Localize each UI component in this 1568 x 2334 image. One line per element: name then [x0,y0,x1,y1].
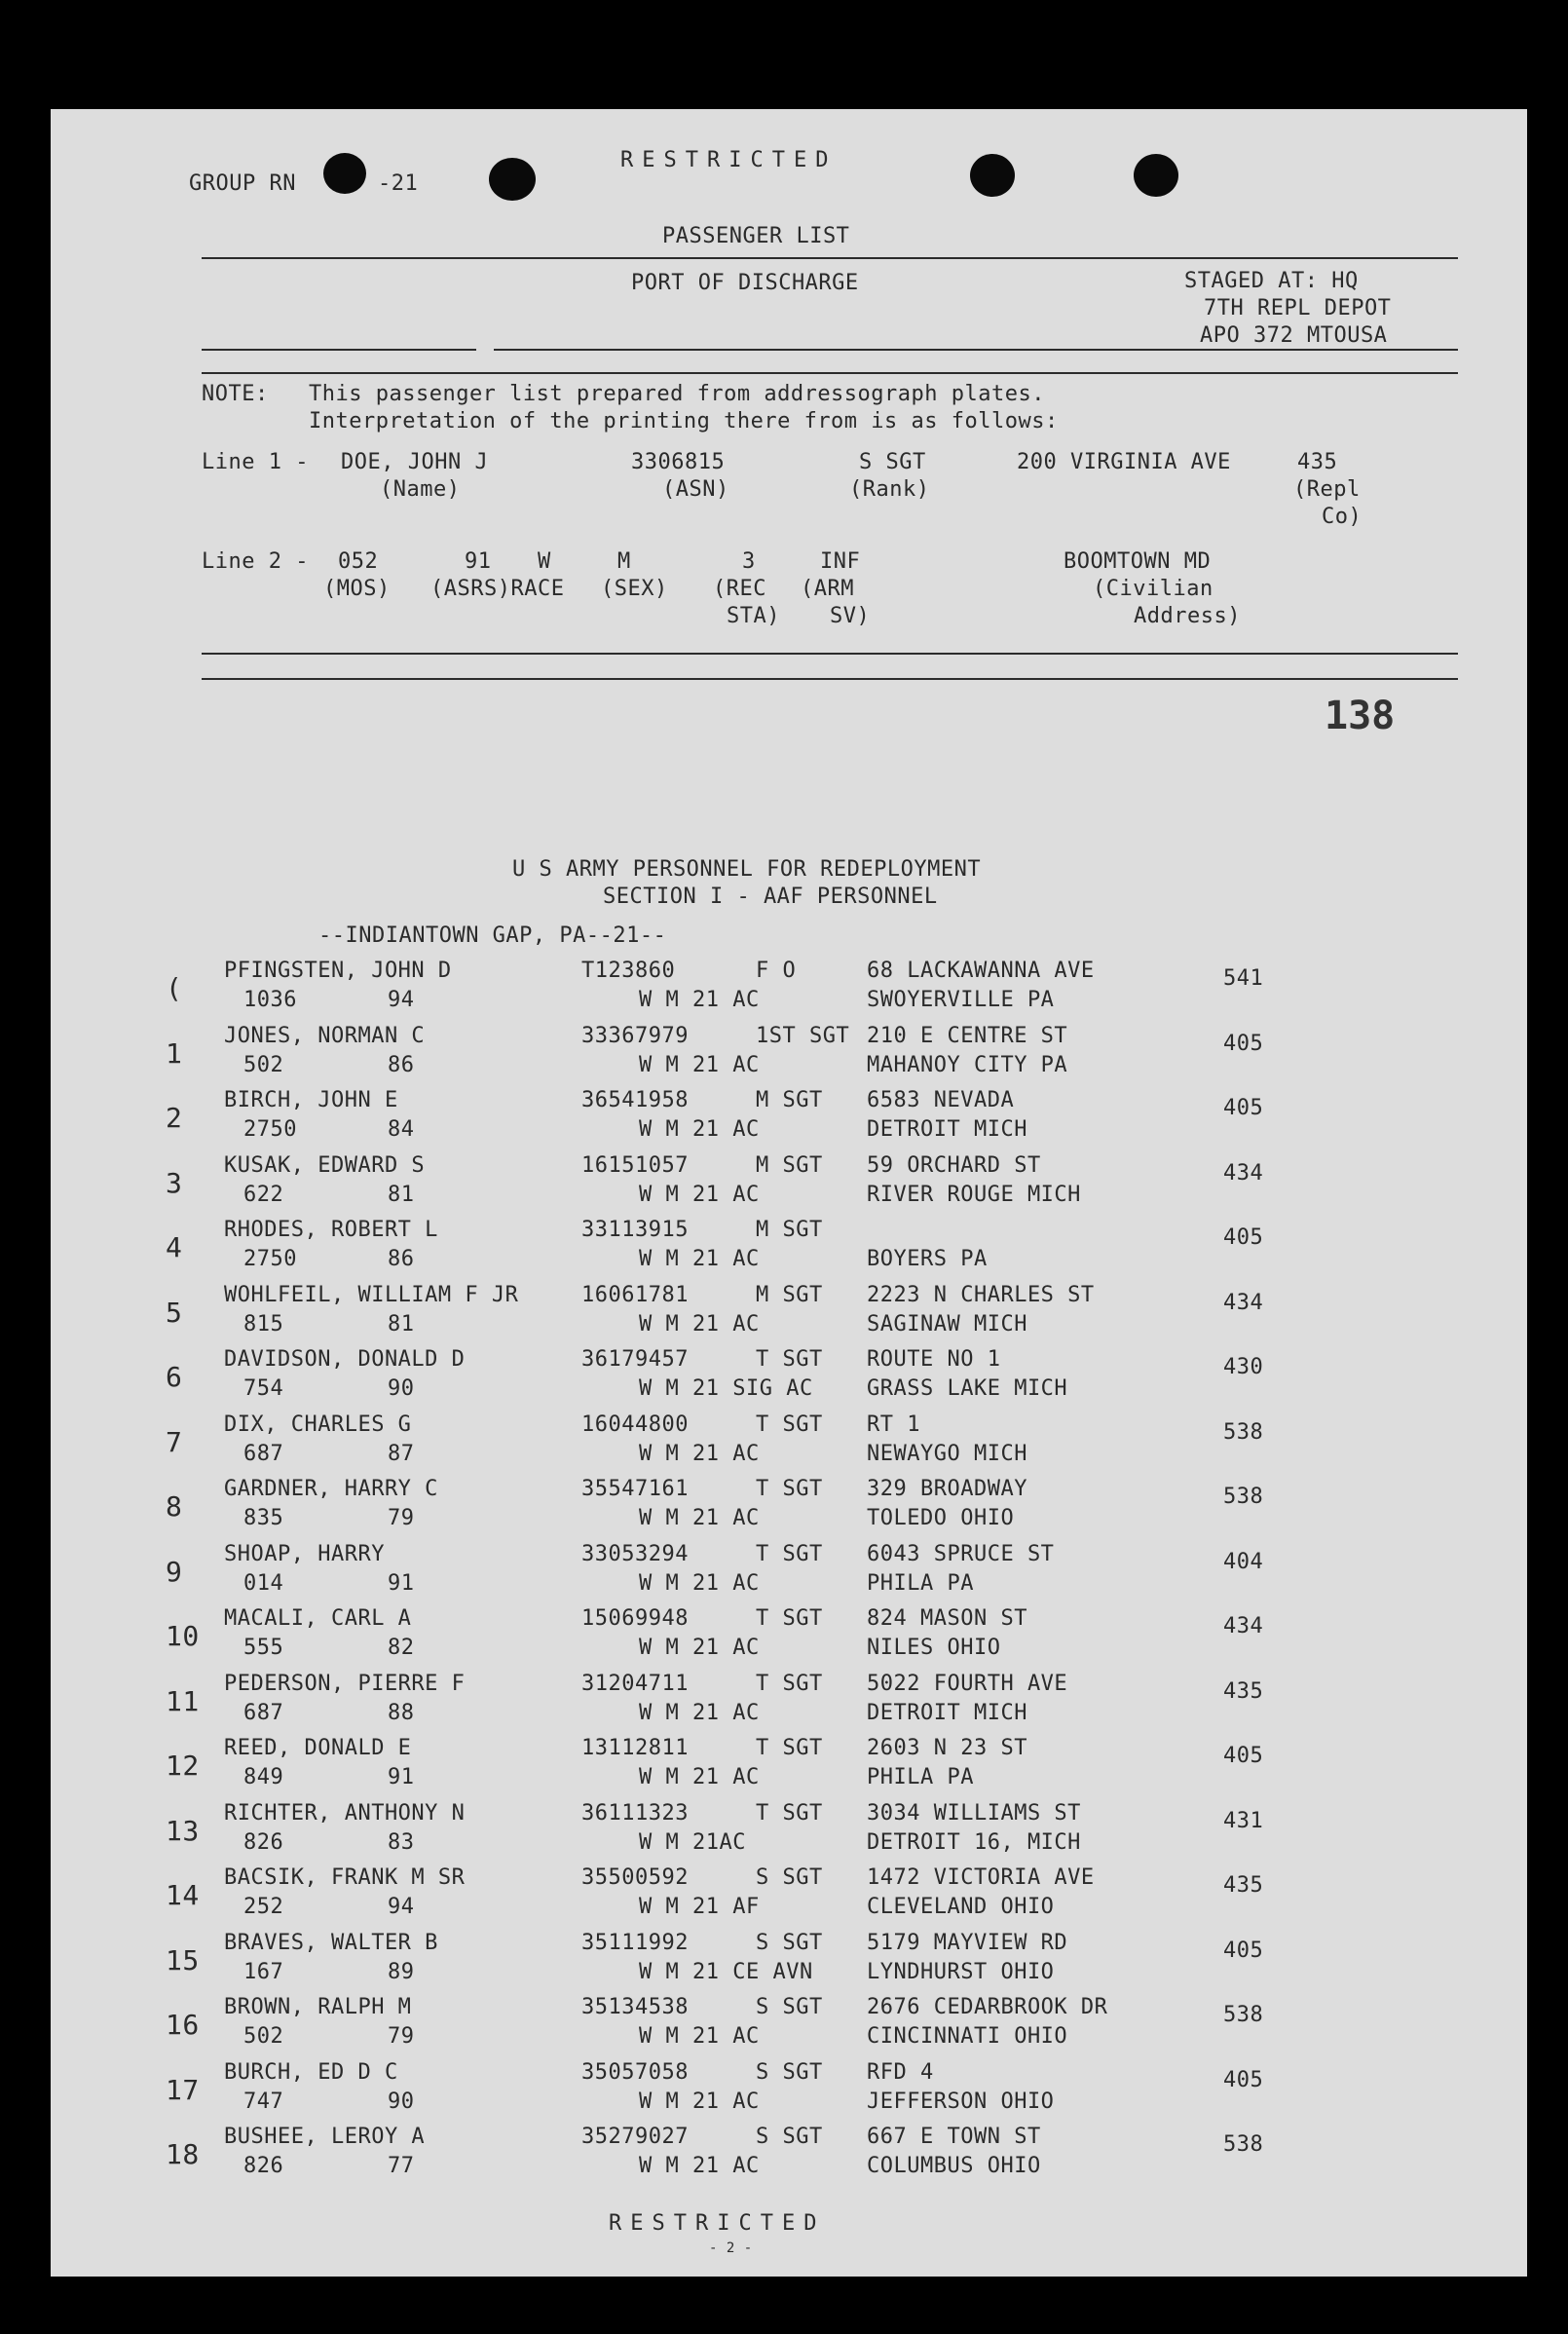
passenger-asn: 16061781 [581,1282,689,1307]
passenger-code: W M 21 SIG AC [639,1376,813,1401]
passenger-asrs: 88 [388,1700,415,1725]
passenger-rank: T SGT [756,1412,823,1437]
line1-company-caption-1: (Repl [1293,477,1361,502]
page-number: 138 [1325,694,1396,738]
staged-line-2: 7TH REPL DEPOT [1204,296,1392,320]
passenger-mos: 754 [243,1376,284,1401]
passenger-mos: 502 [243,2024,284,2049]
line2-arm-caption-2: SV) [830,604,871,628]
passenger-code: W M 21 AC [639,2089,760,2114]
passenger-address-1: 3034 WILLIAMS ST [867,1800,1081,1826]
line1-company: 435 [1297,450,1338,474]
passenger-name: BIRCH, JOHN E [224,1088,398,1112]
passenger-address-2: JEFFERSON OHIO [867,2089,1055,2114]
passenger-asn: 35279027 [581,2125,689,2149]
passenger-rank: M SGT [756,1282,823,1307]
record-number: 4 [166,1231,183,1263]
passenger-rank: T SGT [756,1477,823,1501]
passenger-name: KUSAK, EDWARD S [224,1152,426,1178]
passenger-address-2: RIVER ROUGE MICH [867,1182,1081,1207]
passenger-mos: 687 [243,1441,284,1466]
section-title-1: U S ARMY PERSONNEL FOR REDEPLOYMENT [512,857,982,882]
line2-address: BOOMTOWN MD [1064,549,1212,574]
line2-address-caption-2: Address) [1134,604,1241,628]
passenger-name: WOHLFEIL, WILLIAM F JR [224,1282,519,1307]
record-number: 15 [166,1943,200,1976]
passenger-address-1: 1472 VICTORIA AVE [867,1865,1095,1890]
passenger-asn: 36111323 [581,1800,689,1826]
passenger-address-1: 210 E CENTRE ST [867,1023,1068,1048]
record-number: 11 [166,1684,200,1717]
line1-asn-caption: (ASN) [662,477,729,502]
rule [202,372,1458,374]
passenger-repl-co: 405 [1223,1031,1264,1056]
passenger-rank: T SGT [756,1347,823,1372]
passenger-asn: 33053294 [581,1541,689,1566]
passenger-address-1: 329 BROADWAY [867,1477,1027,1501]
passenger-asrs: 87 [388,1441,415,1466]
line2-rec-caption-2: STA) [727,604,780,628]
passenger-repl-co: 405 [1223,1096,1264,1120]
passenger-repl-co: 434 [1223,1614,1264,1638]
passenger-address-2: DETROIT 16, MICH [867,1829,1081,1855]
punch-hole [970,154,1015,197]
passenger-mos: 1036 [243,988,297,1012]
line1-name: DOE, JOHN J [341,450,489,474]
record-number: 10 [166,1620,200,1652]
punch-hole [1134,154,1178,197]
record-number: 6 [166,1361,183,1393]
passenger-code: W M 21 AC [639,1311,760,1336]
passenger-rank: T SGT [756,1606,823,1631]
passenger-asn: 16044800 [581,1412,689,1437]
passenger-code: W M 21 AC [639,1441,760,1466]
passenger-asrs: 91 [388,1570,415,1596]
passenger-asn: 31204711 [581,1671,689,1696]
passenger-address-1: 824 MASON ST [867,1606,1027,1631]
passenger-rank: T SGT [756,1541,823,1566]
passenger-asn: 16151057 [581,1152,689,1178]
group-label: GROUP RN [189,171,296,196]
passenger-address-1: 59 ORCHARD ST [867,1152,1041,1178]
passenger-asn: 15069948 [581,1606,689,1631]
passenger-asn: 35547161 [581,1477,689,1501]
record-number: 8 [166,1490,183,1523]
group-suffix: -21 [378,171,419,196]
passenger-asrs: 77 [388,2154,415,2178]
passenger-asn: 36541958 [581,1088,689,1112]
passenger-address-2: TOLEDO OHIO [867,1506,1015,1530]
line2-race: W [538,549,551,574]
passenger-rank: M SGT [756,1088,823,1112]
line1-label: Line 1 - [202,450,309,474]
line2-address-caption-1: (Civilian [1093,577,1213,601]
line1-name-caption: (Name) [380,477,461,502]
record-number: 7 [166,1425,183,1458]
passenger-asn: 33113915 [581,1218,689,1242]
passenger-rank: F O [756,959,797,983]
record-number: 12 [166,1750,200,1782]
passenger-asn: 35111992 [581,1930,689,1955]
passenger-asrs: 83 [388,1829,415,1855]
line2-asrs-race-caption: (ASRS)RACE [430,577,565,601]
line2-sex: M [617,549,631,574]
passenger-asrs: 91 [388,1765,415,1789]
passenger-code: W M 21 AC [639,2154,760,2178]
passenger-asn: 35134538 [581,1995,689,2019]
rule [494,349,1458,351]
note-text-2: Interpretation of the printing there from is as follows: [309,409,1059,433]
line1-asn: 3306815 [631,450,726,474]
passenger-code: W M 21 AC [639,1506,760,1530]
rule [202,653,1458,655]
passenger-asrs: 94 [388,1895,415,1919]
passenger-rank: T SGT [756,1671,823,1696]
passenger-name: BURCH, ED D C [224,2059,398,2085]
passenger-code: W M 21 AC [639,1700,760,1725]
rule [202,257,1458,259]
passenger-mos: 167 [243,1959,284,1984]
passenger-mos: 622 [243,1182,284,1207]
record-number: ( [166,972,183,1004]
rule [202,678,1458,680]
passenger-rank: T SGT [756,1800,823,1826]
punch-hole [489,158,536,201]
passenger-rank: S SGT [756,2059,823,2085]
passenger-repl-co: 538 [1223,1419,1264,1445]
passenger-mos: 014 [243,1570,284,1596]
passenger-name: BUSHEE, LEROY A [224,2125,426,2149]
passenger-rank: S SGT [756,1930,823,1955]
restricted-header: RESTRICTED [620,148,838,172]
passenger-code: W M 21 AF [639,1895,760,1919]
page-mark: - 2 - [709,2240,753,2256]
passenger-name: SHOAP, HARRY [224,1541,385,1566]
passenger-address-2: LYNDHURST OHIO [867,1959,1055,1984]
passenger-mos: 747 [243,2089,284,2114]
passenger-asrs: 79 [388,2024,415,2049]
passenger-address-1: 667 E TOWN ST [867,2125,1041,2149]
passenger-rank: S SGT [756,1865,823,1890]
record-number: 1 [166,1036,183,1070]
passenger-mos: 502 [243,1052,284,1077]
passenger-repl-co: 405 [1223,1225,1264,1250]
staged-line-3: APO 372 MTOUSA [1200,323,1388,348]
record-number: 18 [166,2138,200,2170]
passenger-code: W M 21AC [639,1829,746,1855]
record-number: 2 [166,1102,183,1134]
passenger-address-2: PHILA PA [867,1570,974,1596]
passenger-name: RICHTER, ANTHONY N [224,1800,466,1826]
passenger-mos: 835 [243,1506,284,1530]
passenger-asrs: 82 [388,1636,415,1660]
passenger-mos: 555 [243,1636,284,1660]
passenger-name: BRAVES, WALTER B [224,1930,438,1955]
passenger-asrs: 90 [388,1376,415,1401]
passenger-address-2: PHILA PA [867,1765,974,1789]
passenger-address-1: ROUTE NO 1 [867,1347,1001,1372]
passenger-mos: 2750 [243,1247,297,1271]
passenger-repl-co: 541 [1223,966,1264,991]
passenger-repl-co: 435 [1223,1873,1264,1898]
passenger-repl-co: 538 [1223,2003,1264,2027]
passenger-asrs: 86 [388,1247,415,1271]
passenger-address-2: NEWAYGO MICH [867,1441,1027,1466]
passenger-mos: 2750 [243,1117,297,1142]
passenger-code: W M 21 AC [639,1247,760,1271]
line2-rec-sta: 3 [742,549,756,574]
passenger-address-1: 5022 FOURTH AVE [867,1671,1068,1696]
passenger-mos: 252 [243,1895,284,1919]
line2-arm: INF [820,549,861,574]
passenger-address-2: DETROIT MICH [867,1700,1027,1725]
passenger-rank: T SGT [756,1736,823,1760]
passenger-asrs: 79 [388,1506,415,1530]
passenger-code: W M 21 AC [639,2024,760,2049]
passenger-mos: 849 [243,1765,284,1789]
passenger-repl-co: 435 [1223,1678,1264,1704]
restricted-footer: RESTRICTED [609,2211,826,2236]
passenger-asn: 33367979 [581,1023,689,1048]
rule [202,349,476,351]
passenger-name: DAVIDSON, DONALD D [224,1347,466,1372]
passenger-repl-co: 405 [1223,1744,1264,1768]
passenger-address-2: SWOYERVILLE PA [867,988,1055,1012]
passenger-address-2: MAHANOY CITY PA [867,1052,1068,1077]
passenger-repl-co: 538 [1223,1485,1264,1509]
passenger-name: RHODES, ROBERT L [224,1218,438,1242]
passenger-name: GARDNER, HARRY C [224,1477,438,1501]
passenger-address-2: CINCINNATI OHIO [867,2024,1068,2049]
passenger-asrs: 90 [388,2089,415,2114]
passenger-repl-co: 538 [1223,2132,1264,2157]
record-number: 3 [166,1166,183,1199]
passenger-address-1: 6043 SPRUCE ST [867,1541,1055,1566]
passenger-code: W M 21 AC [639,1117,760,1142]
passenger-name: BACSIK, FRANK M SR [224,1865,466,1890]
passenger-name: PEDERSON, PIERRE F [224,1671,466,1696]
passenger-asn: 35057058 [581,2059,689,2085]
passenger-address-2: BOYERS PA [867,1247,988,1271]
passenger-asn: T123860 [581,959,676,983]
line2-rec-caption-1: (REC [713,577,766,601]
line1-rank: S SGT [859,450,926,474]
record-number: 14 [166,1879,200,1911]
origin-line: --INDIANTOWN GAP, PA--21-- [318,923,667,948]
port-of-discharge: PORT OF DISCHARGE [631,271,859,295]
line1-address: 200 VIRGINIA AVE [1017,450,1231,474]
passenger-code: W M 21 AC [639,1570,760,1596]
line2-arm-caption-1: (ARM [801,577,854,601]
passenger-rank: 1ST SGT [756,1023,850,1048]
passenger-name: DIX, CHARLES G [224,1412,412,1437]
staged-line-1: STAGED AT: HQ [1184,269,1359,293]
document-page [51,109,1527,2277]
passenger-name: REED, DONALD E [224,1736,412,1760]
passenger-code: W M 21 AC [639,1182,760,1207]
passenger-asn: 13112811 [581,1736,689,1760]
note-label: NOTE: [202,382,269,406]
passenger-address-1: 68 LACKAWANNA AVE [867,959,1095,983]
record-number: 16 [166,2009,200,2041]
passenger-address-2: DETROIT MICH [867,1117,1027,1142]
record-number: 17 [166,2073,200,2106]
section-title-2: SECTION I - AAF PERSONNEL [603,885,938,909]
passenger-name: JONES, NORMAN C [224,1023,426,1048]
record-number: 9 [166,1555,183,1588]
line1-rank-caption: (Rank) [849,477,930,502]
note-text-1: This passenger list prepared from addressograph plates. [309,382,1045,406]
passenger-repl-co: 404 [1223,1549,1264,1574]
record-number: 5 [166,1296,183,1329]
passenger-code: W M 21 AC [639,1636,760,1660]
line2-mos: 052 [338,549,379,574]
passenger-repl-co: 405 [1223,1938,1264,1963]
passenger-address-2: COLUMBUS OHIO [867,2154,1041,2178]
passenger-repl-co: 434 [1223,1290,1264,1315]
passenger-code: W M 21 AC [639,988,760,1012]
passenger-address-1: 5179 MAYVIEW RD [867,1930,1068,1955]
punch-hole [323,153,366,194]
passenger-address-1: RT 1 [867,1412,920,1437]
passenger-asrs: 86 [388,1052,415,1077]
line2-sex-caption: (SEX) [601,577,668,601]
passenger-code: W M 21 CE AVN [639,1959,813,1984]
passenger-asn: 35500592 [581,1865,689,1890]
passenger-asrs: 89 [388,1959,415,1984]
passenger-address-1: 2223 N CHARLES ST [867,1282,1095,1307]
passenger-asrs: 84 [388,1117,415,1142]
passenger-rank: M SGT [756,1152,823,1178]
passenger-name: BROWN, RALPH M [224,1995,412,2019]
passenger-repl-co: 430 [1223,1355,1264,1379]
passenger-mos: 826 [243,2154,284,2178]
passenger-asn: 36179457 [581,1347,689,1372]
passenger-list-title: PASSENGER LIST [662,224,850,248]
passenger-repl-co: 434 [1223,1160,1264,1186]
passenger-asrs: 81 [388,1311,415,1336]
passenger-name: PFINGSTEN, JOHN D [224,959,452,983]
passenger-address-2: SAGINAW MICH [867,1311,1027,1336]
passenger-address-2: NILES OHIO [867,1636,1001,1660]
passenger-mos: 826 [243,1829,284,1855]
line2-label: Line 2 - [202,549,309,574]
passenger-code: W M 21 AC [639,1765,760,1789]
passenger-repl-co: 431 [1223,1808,1264,1833]
passenger-address-1: 6583 NEVADA [867,1088,1015,1112]
record-number: 13 [166,1814,200,1847]
passenger-address-1: 2603 N 23 ST [867,1736,1027,1760]
passenger-code: W M 21 AC [639,1052,760,1077]
passenger-rank: S SGT [756,1995,823,2019]
passenger-address-1: RFD 4 [867,2059,934,2085]
passenger-address-1: 2676 CEDARBROOK DR [867,1995,1108,2019]
passenger-asrs: 94 [388,988,415,1012]
passenger-repl-co: 405 [1223,2067,1264,2092]
passenger-name: MACALI, CARL A [224,1606,412,1631]
line2-asrs: 91 [465,549,492,574]
passenger-mos: 687 [243,1700,284,1725]
passenger-rank: M SGT [756,1218,823,1242]
line2-mos-caption: (MOS) [323,577,391,601]
passenger-rank: S SGT [756,2125,823,2149]
passenger-mos: 815 [243,1311,284,1336]
passenger-address-2: GRASS LAKE MICH [867,1376,1068,1401]
passenger-asrs: 81 [388,1182,415,1207]
passenger-address-2: CLEVELAND OHIO [867,1895,1055,1919]
line1-company-caption-2: Co) [1322,505,1363,529]
